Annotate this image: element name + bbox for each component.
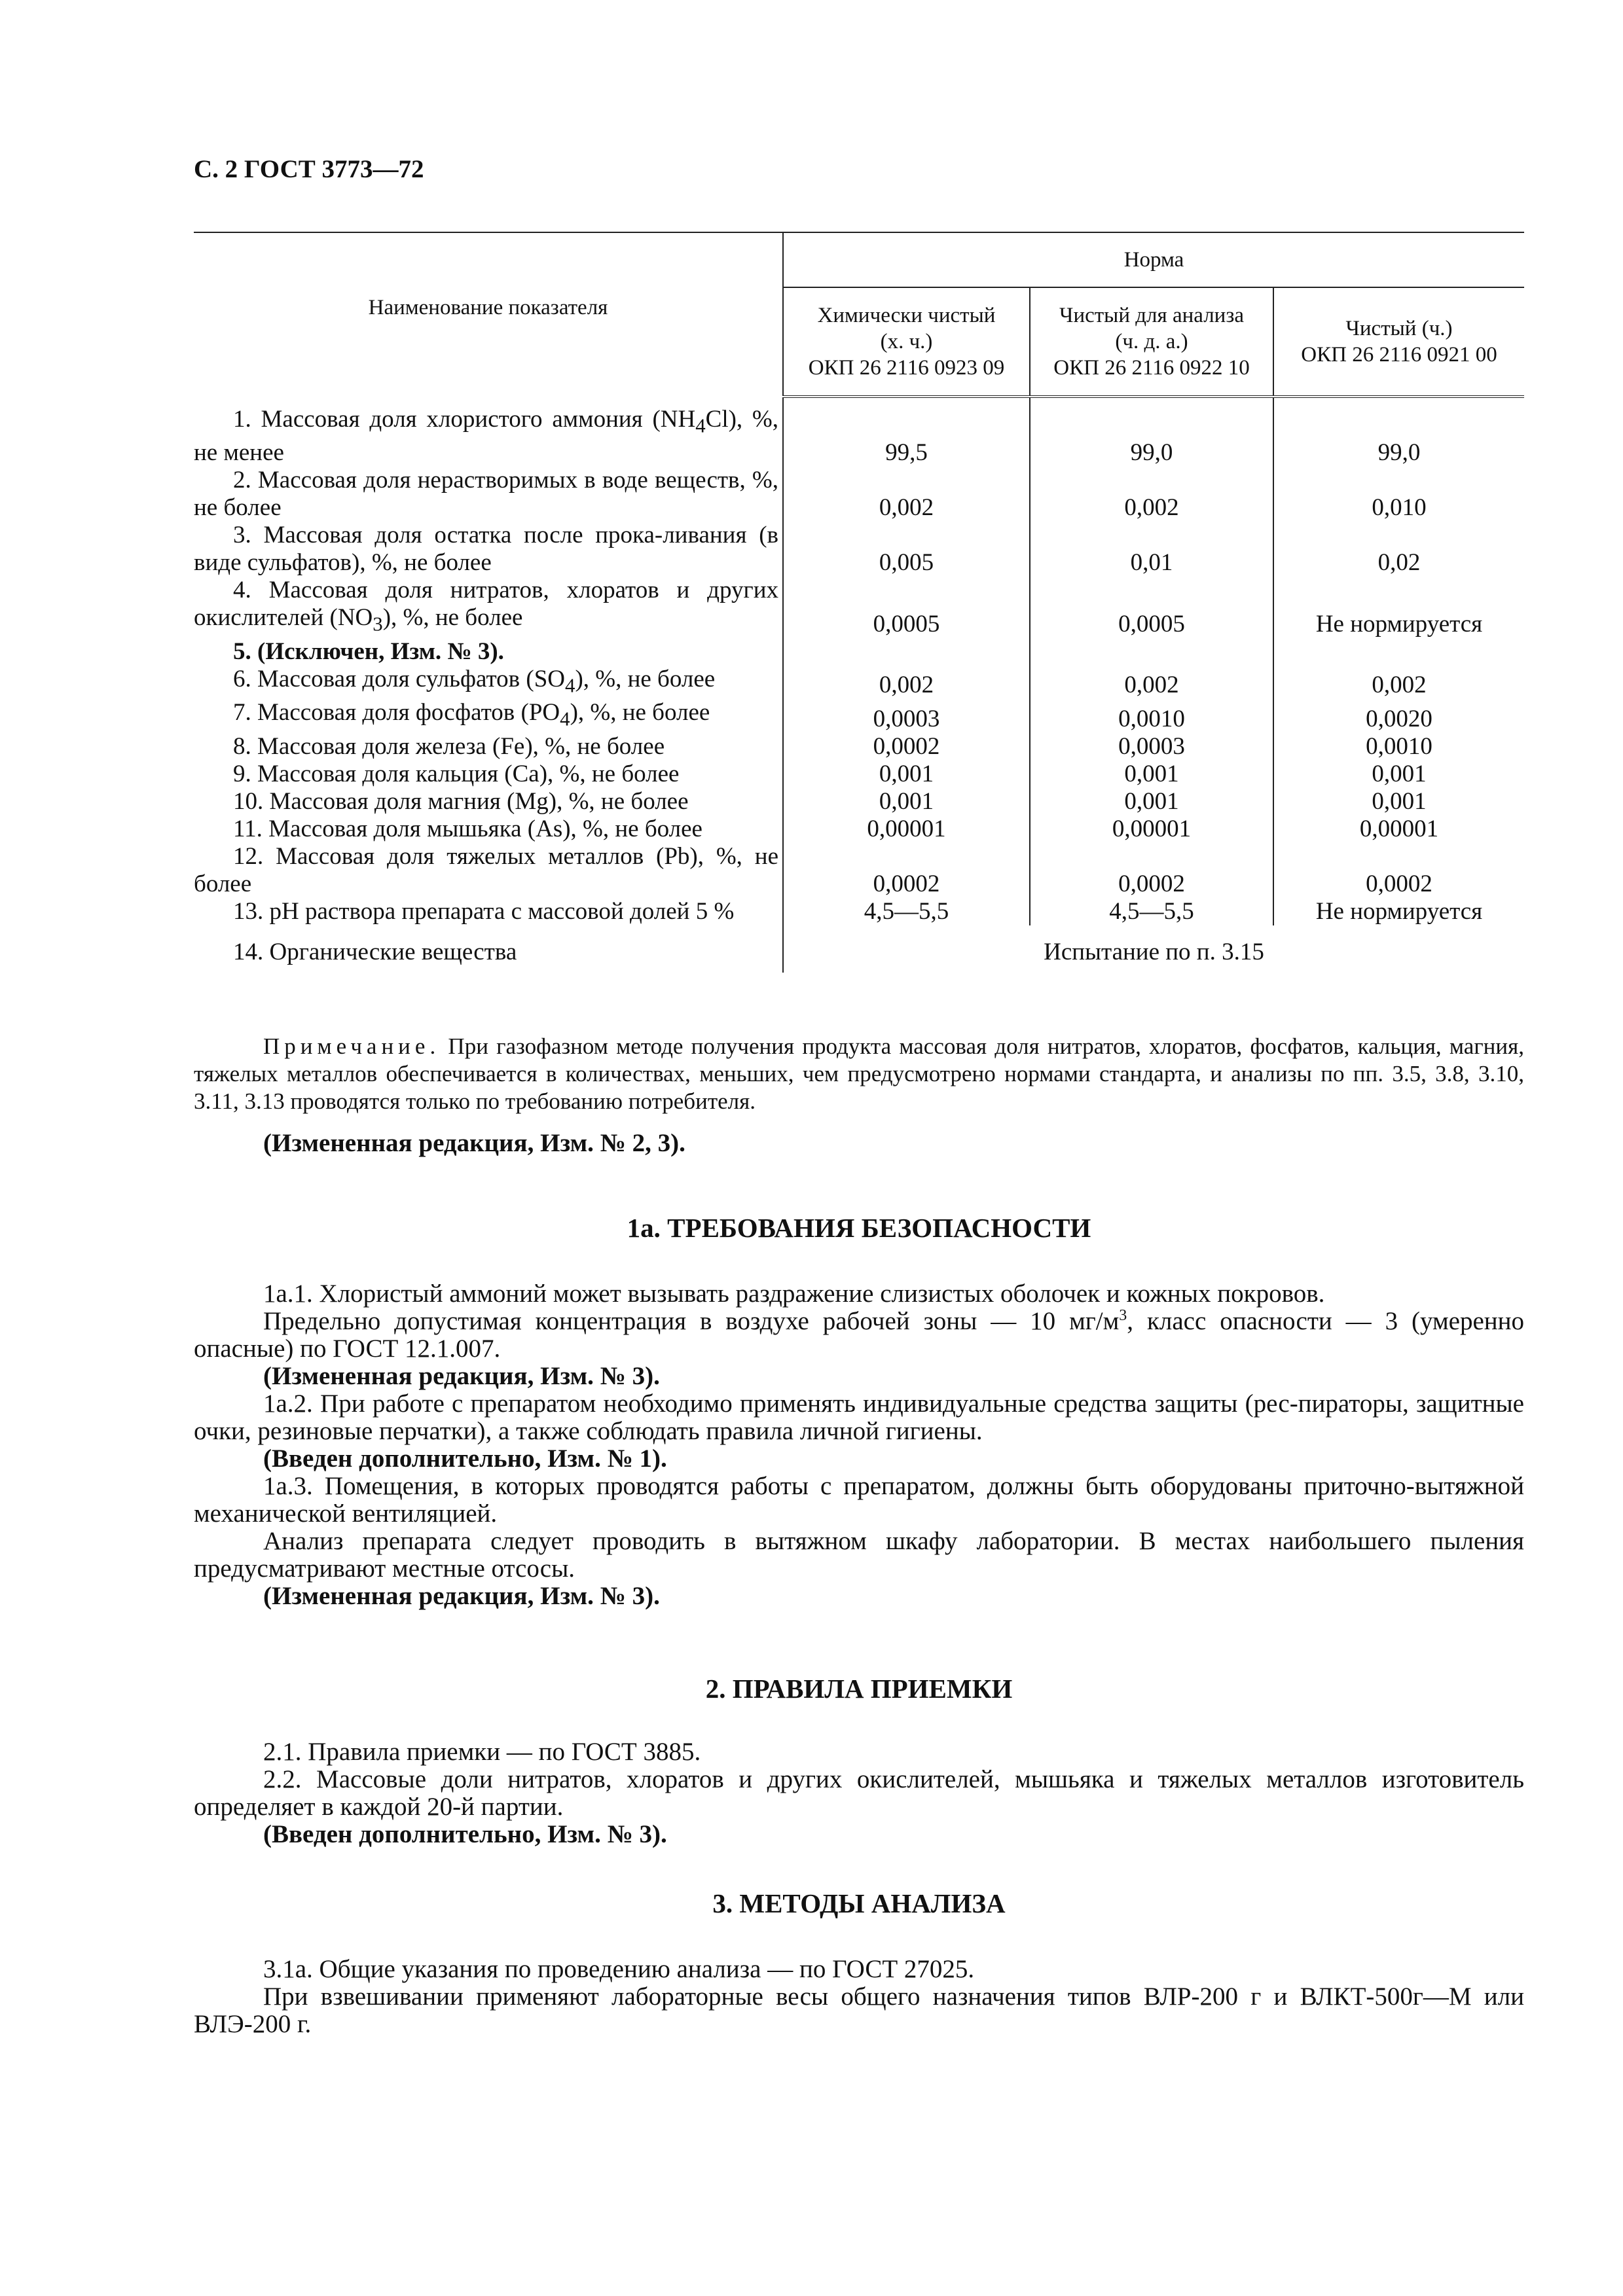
note-text: При газофазном методе получения продукта массовая доля нитратов, хлоратов, фосфатов, кальция, магния, тяжелых металлов обеспечивается в количествах, меньших, чем предусмотрено нормами стандарта, и анализы по пп. 3.5, 3.8, 3.10, 3.11, 3.13 проводятся только по требованию потребителя.: [194, 1033, 1524, 1114]
section-1a-body: 1а.1. Хлористый аммоний может вызывать раздражение слизистых оболочек и кожных покровов. Предельно допустимая концентрация в воздухе рабочей зоны — 10 $мг/м^3$, класс опасности — 3 (умеренно опасные) по ГОСТ 12.1.007. (Измененная редакция, Изм. № 3). 1а.2. При работе с препаратом необходимо применять индивидуальные средства защиты (рес-пираторы, защитные очки, резиновые перчатки), а также соблюдать правила личной гигиены. (Введен дополнительно, Изм. № 1). 1а.3. Помещения, в которых проводятся работы с препаратом, должны быть оборудованы приточно-вытяжной механической вентиляцией. Анализ препарата следует проводить в вытяжном шкафу лаборатории. В местах наибольшего пыления предусматривают местные отсосы. (Измененная редакция, Изм. № 3).: [194, 1280, 1525, 1610]
table-row: 8. Массовая доля железа (Fe), %, не более 0,0002 0,0003 0,0010: [194, 733, 1524, 761]
table-row: 7. Массовая доля фосфатов $(PO_4)$, %, не более 0,0003 0,0010 0,0020: [194, 699, 1524, 732]
table-row: 11. Массовая доля мышьяка (As), %, не более 0,00001 0,00001 0,00001: [194, 816, 1524, 843]
running-head: С. 2 ГОСТ 3773—72: [194, 155, 424, 183]
specification-table: [194, 232, 1524, 973]
note-label: Примечание.: [263, 1033, 441, 1059]
table-row: 5. (Исключен, Изм. № 3).: [194, 638, 1524, 666]
section-2-body: 2.1. Правила приемки — по ГОСТ 3885. 2.2. Массовые доли нитратов, хлоратов и других окислителей, мышьяка и тяжелых металлов изготовитель определяет в каждой 20-й партии. (Введен дополнительно, Изм. № 3).: [194, 1738, 1524, 1848]
table-row: 3. Массовая доля остатка после прока-ливания (в виде сульфатов), %, не более 0,005 0,01 0,02: [194, 522, 1524, 577]
merged-value: Испытание по п. 3.15: [783, 925, 1524, 973]
section-3-title: 3. МЕТОДЫ АНАЛИЗА: [712, 1888, 1006, 1918]
table-row: 1. Массовая доля хлористого аммония $(NH_4Cl)$, %, не менее 99,5 99,0 99,0: [194, 397, 1524, 467]
amendment-note: (Измененная редакция, Изм. № 2, 3).: [263, 1129, 685, 1157]
section-2-title: 2. ПРАВИЛА ПРИЕМКИ: [705, 1674, 1013, 1704]
table-row: 9. Массовая доля кальция (Ca), %, не более 0,001 0,001 0,001: [194, 761, 1524, 788]
table-row: 6. Массовая доля сульфатов $(SO_4)$, %, не более 0,002 0,002 0,002: [194, 666, 1524, 699]
header-grade-1: Химически чистый (х. ч.) ОКП 26 2116 0923 09: [783, 287, 1030, 397]
section-1a-title: 1а. ТРЕБОВАНИЯ БЕЗОПАСНОСТИ: [627, 1213, 1091, 1243]
table-row: 14. Органические вещества Испытание по п. 3.15: [194, 925, 1524, 973]
table-row: 2. Массовая доля нерастворимых в воде веществ, %, не более 0,002 0,002 0,010: [194, 467, 1524, 522]
header-grade-2: Чистый для анализа (ч. д. а.) ОКП 26 2116 0922 10: [1030, 287, 1273, 397]
table-row: 4. Массовая доля нитратов, хлоратов и других окислителей $(NO_3)$, %, не более 0,0005 0,0005 Не нормируется: [194, 577, 1524, 637]
header-grade-3: Чистый (ч.) ОКП 26 2116 0921 00: [1273, 287, 1524, 397]
header-name: Наименование показателя: [194, 232, 783, 397]
table-row: 12. Массовая доля тяжелых металлов (Pb), %, не более 0,0002 0,0002 0,0002: [194, 843, 1524, 898]
section-3-body: 3.1а. Общие указания по проведению анализа — по ГОСТ 27025. При взвешивании применяют лабораторные весы общего назначения типов ВЛР-200 г и ВЛКТ-500г—М или ВЛЭ-200 г.: [194, 1955, 1524, 2038]
table-row: 13. pH раствора препарата с массовой долей 5 % 4,5—5,5 4,5—5,5 Не нормируется: [194, 898, 1524, 925]
header-norma: Норма: [783, 232, 1524, 287]
table-row: 10. Массовая доля магния (Mg), %, не более 0,001 0,001 0,001: [194, 788, 1524, 816]
table-note: [194, 1033, 1524, 1115]
